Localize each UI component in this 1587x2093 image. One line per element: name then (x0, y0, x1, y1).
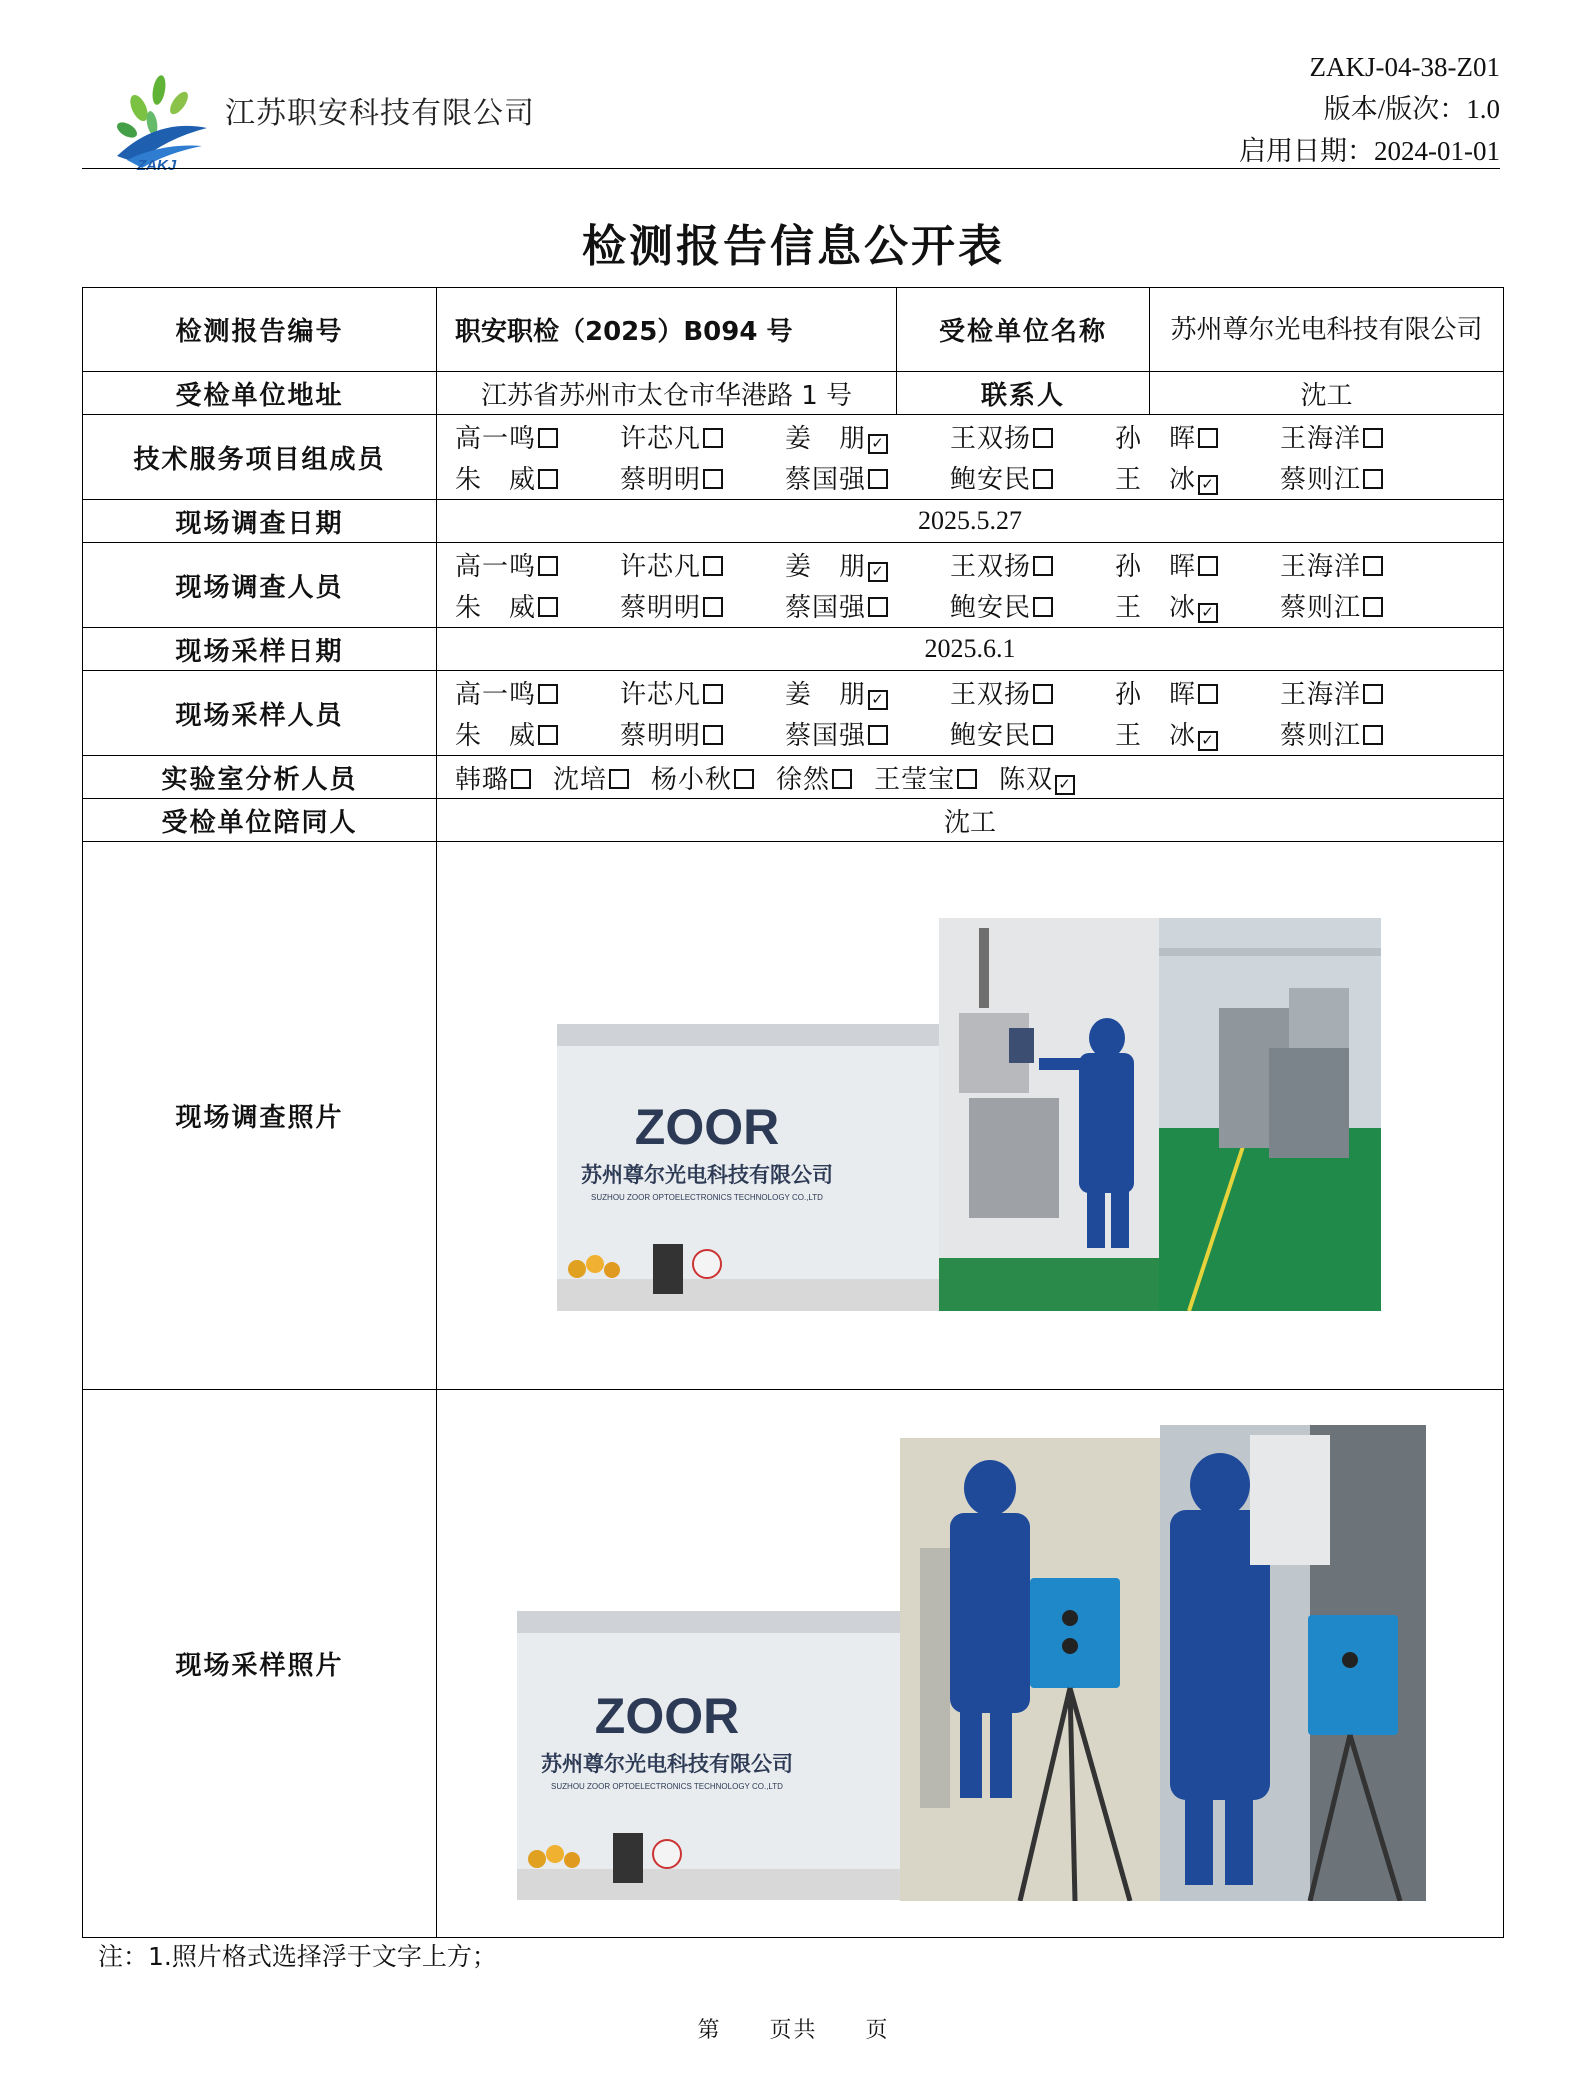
checkbox-icon[interactable] (538, 428, 558, 448)
survey-staff-label: 现场调查人员 (83, 543, 437, 628)
checkbox-icon[interactable] (957, 769, 977, 789)
photo-company-cn: 苏州尊尔光电科技有限公司 (581, 1163, 833, 1187)
checkbox-icon[interactable] (1363, 725, 1383, 745)
checkbox-icon[interactable] (703, 725, 723, 745)
person-name: 许芯凡 (620, 680, 702, 710)
person-name: 王海洋 (1280, 552, 1362, 582)
sampling-photos-label: 现场采样照片 (83, 1390, 437, 1938)
lab-staff-cell (437, 756, 1504, 799)
survey-photos-cell (437, 842, 1504, 1390)
report-no-value: 职安职检（2025）B094 号 (437, 288, 897, 372)
checkbox-icon[interactable] (1198, 684, 1218, 704)
checkbox-icon[interactable] (734, 769, 754, 789)
table-row (83, 671, 1504, 756)
person-name: 蔡则江 (1280, 721, 1362, 751)
person-name: 王双扬 (950, 424, 1032, 454)
brand-logo-text: ZOOR (594, 1688, 740, 1744)
note: 注：1.照片格式选择浮于文字上方； (98, 1942, 497, 1971)
sampling-date-label: 现场采样日期 (83, 628, 437, 671)
checkbox-icon[interactable] (1033, 725, 1053, 745)
checkbox-icon[interactable] (538, 556, 558, 576)
person-name: 蔡国强 (785, 721, 867, 751)
contact-value: 沈工 (1150, 372, 1504, 415)
checkbox-checked-icon[interactable]: ✓ (868, 690, 888, 710)
checkbox-icon[interactable] (538, 725, 558, 745)
footer-page-prefix: 第 (697, 2018, 722, 2043)
doc-version: 版本/版次：1.0 (1323, 94, 1500, 124)
brand-logo-text: ZOOR (634, 1099, 780, 1155)
person-name: 王 冰 (1115, 465, 1197, 495)
person-name: 孙 晖 (1115, 552, 1197, 582)
checkbox-checked-icon[interactable]: ✓ (868, 434, 888, 454)
photo-company-en: SUZHOU ZOOR OPTOELECTRONICS TECHNOLOGY CO.,LTD (591, 1193, 823, 1202)
sampling-staff-label: 现场采样人员 (83, 671, 437, 756)
checkbox-icon[interactable] (1363, 597, 1383, 617)
page-footer (0, 2013, 1587, 2044)
checkbox-icon[interactable] (1198, 428, 1218, 448)
person-option (455, 765, 531, 795)
person-option (950, 418, 1115, 455)
person-name: 鲍安民 (950, 465, 1032, 495)
person-option (785, 459, 950, 496)
person-option (455, 459, 620, 496)
person-name: 杨小秋 (651, 764, 733, 795)
checkbox-icon[interactable] (538, 597, 558, 617)
checkbox-checked-icon[interactable]: ✓ (1198, 603, 1218, 623)
person-option (1115, 674, 1280, 711)
technician-photo (939, 918, 1159, 1311)
person-option (950, 715, 1115, 752)
person-name: 姜 朋 (785, 552, 867, 582)
doc-control-info (1239, 46, 1500, 172)
checkbox-icon[interactable] (1363, 469, 1383, 489)
page-title: 检测报告信息公开表 (582, 221, 1005, 272)
person-option (620, 459, 785, 496)
person-option (950, 587, 1115, 624)
checkbox-icon[interactable] (1363, 428, 1383, 448)
checkbox-icon[interactable] (703, 597, 723, 617)
checkbox-icon[interactable] (868, 597, 888, 617)
person-option (1280, 459, 1445, 496)
person-option (455, 546, 620, 583)
workshop-photo (1159, 918, 1381, 1311)
footer-page-mid: 页共 (769, 2018, 818, 2043)
survey-staff-cell (437, 543, 1504, 628)
person-name: 蔡国强 (785, 465, 867, 495)
address-label: 受检单位地址 (83, 372, 437, 415)
person-option (785, 418, 950, 455)
person-option (620, 674, 785, 711)
person-name: 王双扬 (950, 680, 1032, 710)
person-option (1115, 459, 1280, 496)
sampling-photo (900, 1438, 1160, 1901)
person-option (1115, 418, 1280, 455)
doc-start-date: 启用日期：2024-01-01 (1239, 136, 1500, 166)
person-name: 蔡则江 (1280, 465, 1362, 495)
checkbox-icon[interactable] (703, 469, 723, 489)
lab-person-list (447, 759, 1493, 796)
person-name: 朱 威 (455, 721, 537, 751)
person-grid (447, 418, 1493, 496)
person-option (950, 546, 1115, 583)
escort-value: 沈工 (437, 799, 1504, 842)
person-option (620, 546, 785, 583)
escort-label: 受检单位陪同人 (83, 799, 437, 842)
workshop-sampling-photo (1160, 1425, 1426, 1901)
person-name: 朱 威 (455, 465, 537, 495)
person-option (455, 418, 620, 455)
table-row (83, 1390, 1504, 1938)
person-name: 孙 晖 (1115, 680, 1197, 710)
person-name: 陈双 (999, 764, 1054, 795)
person-option (620, 418, 785, 455)
person-option (553, 765, 629, 795)
reception-photo (517, 1611, 900, 1900)
table-row (83, 500, 1504, 543)
person-name: 鲍安民 (950, 593, 1032, 623)
checkbox-icon[interactable] (1033, 597, 1053, 617)
survey-date-label: 现场调查日期 (83, 500, 437, 543)
person-name: 孙 晖 (1115, 424, 1197, 454)
team-members-cell (437, 415, 1504, 500)
person-name: 鲍安民 (950, 721, 1032, 751)
person-option (874, 765, 977, 795)
person-name: 王莹宝 (874, 764, 956, 795)
person-option (950, 674, 1115, 711)
person-name: 韩璐 (455, 764, 510, 795)
table-row (83, 799, 1504, 842)
checkbox-icon[interactable] (868, 469, 888, 489)
person-name: 王海洋 (1280, 680, 1362, 710)
person-name: 王 冰 (1115, 721, 1197, 751)
person-name: 蔡则江 (1280, 593, 1362, 623)
unit-name-label: 受检单位名称 (897, 288, 1150, 372)
person-name: 姜 朋 (785, 424, 867, 454)
photo-company-cn: 苏州尊尔光电科技有限公司 (541, 1752, 793, 1776)
sampling-date-value: 2025.6.1 (437, 628, 1504, 671)
sampling-staff-cell (437, 671, 1504, 756)
person-option (1280, 587, 1445, 624)
person-name: 沈培 (553, 764, 608, 795)
person-option (785, 715, 950, 752)
person-name: 王 冰 (1115, 593, 1197, 623)
person-option (620, 587, 785, 624)
person-option (776, 765, 852, 795)
lab-staff-label: 实验室分析人员 (83, 756, 437, 799)
table-row (83, 288, 1504, 372)
report-no-label: 检测报告编号 (83, 288, 437, 372)
doc-code: ZAKJ-04-38-Z01 (1309, 52, 1500, 82)
person-option (1115, 587, 1280, 624)
person-option (1280, 674, 1445, 711)
survey-photos-label: 现场调查照片 (83, 842, 437, 1390)
person-name: 徐然 (776, 764, 831, 795)
sampling-photos-cell (437, 1390, 1504, 1938)
person-name: 许芯凡 (620, 424, 702, 454)
checkbox-icon[interactable] (609, 769, 629, 789)
person-option (455, 674, 620, 711)
checkbox-icon[interactable] (1033, 556, 1053, 576)
info-table (82, 287, 1504, 1938)
checkbox-icon[interactable] (538, 469, 558, 489)
checkbox-icon[interactable] (1033, 428, 1053, 448)
survey-date-value: 2025.5.27 (437, 500, 1504, 543)
person-name: 蔡明明 (620, 465, 702, 495)
person-option (785, 587, 950, 624)
checkbox-icon[interactable] (703, 556, 723, 576)
person-option (651, 765, 754, 795)
person-name: 高一鸣 (455, 552, 537, 582)
header-divider (82, 168, 1500, 169)
person-option (1280, 418, 1445, 455)
checkbox-checked-icon[interactable]: ✓ (1055, 775, 1075, 795)
checkbox-icon[interactable] (1033, 684, 1053, 704)
table-row (83, 372, 1504, 415)
person-name: 蔡明明 (620, 593, 702, 623)
checkbox-icon[interactable] (868, 725, 888, 745)
person-name: 蔡国强 (785, 593, 867, 623)
table-row (83, 842, 1504, 1390)
person-name: 王海洋 (1280, 424, 1362, 454)
table-row (83, 756, 1504, 799)
person-grid (447, 674, 1493, 752)
person-option (785, 674, 950, 711)
checkbox-icon[interactable] (703, 684, 723, 704)
unit-name-value: 苏州尊尔光电科技有限公司 (1150, 288, 1504, 372)
checkbox-icon[interactable] (1363, 684, 1383, 704)
person-name: 高一鸣 (455, 424, 537, 454)
checkbox-icon[interactable] (538, 684, 558, 704)
reception-photo (557, 1024, 939, 1311)
team-label: 技术服务项目组成员 (83, 415, 437, 500)
person-grid (447, 546, 1493, 624)
person-option (1280, 715, 1445, 752)
page-header (82, 40, 1500, 174)
person-option (1115, 715, 1280, 752)
person-name: 蔡明明 (620, 721, 702, 751)
person-option (1115, 546, 1280, 583)
checkbox-icon[interactable] (1198, 556, 1218, 576)
address-value: 江苏省苏州市太仓市华港路 1 号 (437, 372, 897, 415)
person-option (455, 715, 620, 752)
checkbox-icon[interactable] (511, 769, 531, 789)
checkbox-checked-icon[interactable]: ✓ (868, 562, 888, 582)
checkbox-icon[interactable] (832, 769, 852, 789)
checkbox-icon[interactable] (1363, 556, 1383, 576)
table-row (83, 415, 1504, 500)
table-row (83, 628, 1504, 671)
person-name: 姜 朋 (785, 680, 867, 710)
checkbox-checked-icon[interactable]: ✓ (1198, 731, 1218, 751)
person-name: 朱 威 (455, 593, 537, 623)
person-name: 许芯凡 (620, 552, 702, 582)
company-name: 江苏职安科技有限公司 (225, 96, 535, 131)
contact-label: 联系人 (897, 372, 1150, 415)
person-name: 高一鸣 (455, 680, 537, 710)
table-row (83, 543, 1504, 628)
checkbox-icon[interactable] (703, 428, 723, 448)
person-name: 王双扬 (950, 552, 1032, 582)
person-option (1280, 546, 1445, 583)
photo-company-en: SUZHOU ZOOR OPTOELECTRONICS TECHNOLOGY CO.,LTD (551, 1782, 783, 1791)
person-option (999, 765, 1075, 795)
person-option (950, 459, 1115, 496)
checkbox-checked-icon[interactable]: ✓ (1198, 475, 1218, 495)
checkbox-icon[interactable] (1033, 469, 1053, 489)
footer-page-suffix: 页 (865, 2018, 890, 2043)
person-option (785, 546, 950, 583)
logo-text: ZAKJ (137, 157, 177, 174)
person-option (620, 715, 785, 752)
person-option (455, 587, 620, 624)
